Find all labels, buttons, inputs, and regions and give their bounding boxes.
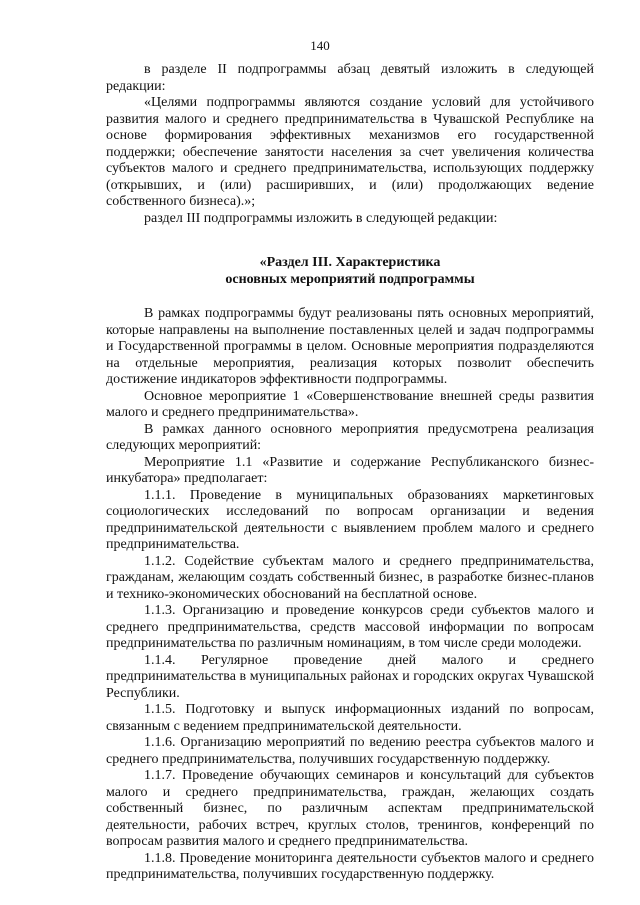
body-paragraph: Основное мероприятие 1 «Совершенствование внешней среды развития малого и среднего предпринимательства».: [106, 388, 594, 420]
body-paragraph: 1.1.1. Проведение в муниципальных образованиях маркетинговых социологических исследований по вопросам организации и ведения предпринимательской деятельности с выявлением проблем малого и среднего предпринимательства.: [106, 487, 594, 552]
body-paragraph: В рамках подпрограммы будут реализованы пять основных мероприятий, которые направлены на выполнение поставленных целей и задач подпрограммы и Государственной программы в целом. Основные мероприятия подразделяются на отдельные мероприятия, реализация которых позволит обеспечить достижение индикаторов эффективности подпрограммы.: [106, 306, 594, 387]
section-heading-line: «Раздел III. Характеристика: [259, 255, 441, 270]
body-paragraph: 1.1.7. Проведение обучающих семинаров и консультаций для субъектов малого и среднего предпринимательства, граждан, желающих создать собственный бизнес, по различным аспектам предпринимательской деятельности, рабочих встреч, круглых столов, тренингов, конференций по вопросам развития малого и среднего предпринимательства.: [106, 768, 594, 849]
page-number: 140: [310, 38, 330, 53]
body-paragraph: 1.1.3. Организацию и проведение конкурсов среди субъектов малого и среднего предпринимательства, средств массовой информации по вопросам предпринимательства по различным номинациям, в том числе среди молодежи.: [106, 603, 594, 651]
body-paragraph: 1.1.8. Проведение мониторинга деятельности субъектов малого и среднего предпринимательства, получивших государственную поддержку.: [106, 850, 594, 882]
body-paragraph: 1.1.2. Содействие субъектам малого и среднего предпринимательства, гражданам, желающим создать собственный бизнес, в разработке бизнес-планов и технико-экономических обоснований на бесплатной основе.: [106, 553, 594, 602]
document-body: [106, 62, 594, 884]
section-heading-line: основных мероприятий подпрограммы: [225, 271, 475, 287]
body-paragraph: 1.1.5. Подготовку и выпуск информационных изданий по вопросам, связанным с ведением предпринимательской деятельности.: [106, 702, 594, 734]
intro-paragraph: раздел III подпрограммы изложить в следующей редакции:: [144, 210, 498, 226]
intro-paragraph: в разделе II подпрограммы абзац девятый изложить в следующей редакции:: [106, 62, 594, 94]
body-paragraph: В рамках данного основного мероприятия предусмотрена реализация следующих мероприятий:: [106, 421, 594, 453]
intro-paragraph: «Целями подпрограммы являются создание условий для устойчивого развития малого и среднего предпринимательства в Чувашской Республике на основе формирования эффективных механизмов его государственной поддержки; обеспечение занятости населения за счет увеличения количества субъектов малого и среднего предпринимательства, использующих поддержку (открывших, и (или) расширивших, и (или) продолжающих ведение собственного бизнеса).»;: [106, 95, 594, 209]
body-paragraph: 1.1.4. Регулярное проведение дней малого и среднего предпринимательства в муниципальных районах и городских округах Чувашской Республики.: [106, 652, 594, 701]
body-paragraph: 1.1.6. Организацию мероприятий по ведению реестра субъектов малого и среднего предпринимательства, получивших государственную поддержку.: [106, 735, 594, 767]
body-paragraph: Мероприятие 1.1 «Развитие и содержание Республиканского бизнес-инкубатора» предполагает:: [106, 454, 594, 486]
